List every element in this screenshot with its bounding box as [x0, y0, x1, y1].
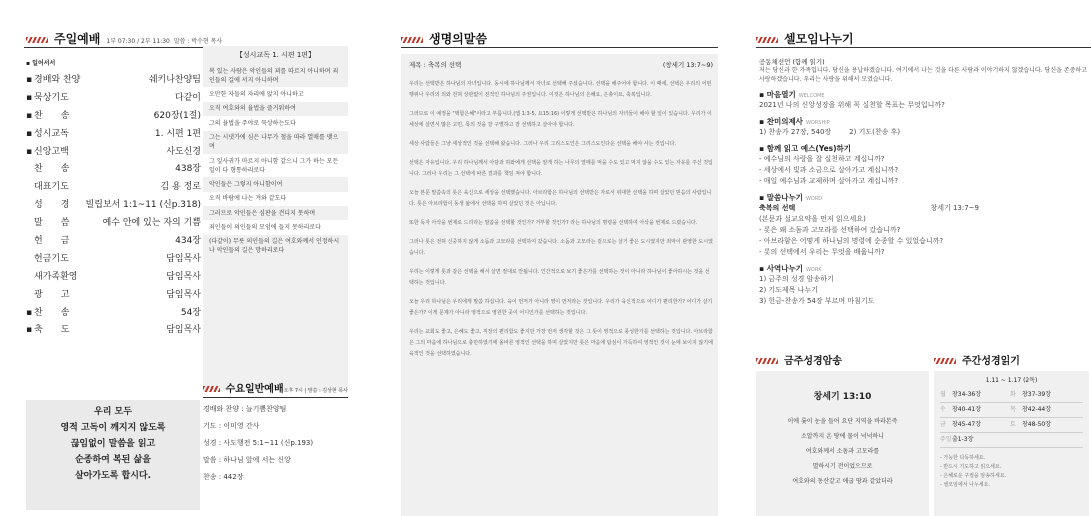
order-bullet: ▪	[26, 128, 33, 139]
verse-line: 여호와의 동산같고 애굽 땅과 같았더라	[792, 478, 893, 485]
order-label-text: 헌 금	[34, 236, 70, 247]
order-label-text: 찬 송	[34, 307, 70, 318]
reading-day: 목	[1010, 406, 1016, 413]
sermon-paragraph: 선택은 자유입니다. 우리 하나님께서 아담과 하와에게 선택을 알게 하는 나무의 열매를 먹을 수도 있고 먹지 않을 수도 있는 자유를 주신 것입니다. 그러나 우리는 그 선택에 따른 결과를 책임 져야 합니다.	[409, 160, 713, 177]
stripe-decoration	[934, 358, 956, 364]
stripe-decoration	[203, 386, 220, 392]
order-value: 620장(1절)	[153, 110, 201, 121]
reading-day: 월	[940, 391, 946, 398]
sermon-title-row	[401, 30, 487, 47]
order-bullet: ▪	[26, 110, 33, 121]
daily-box	[934, 371, 1089, 516]
title-rule	[756, 47, 1091, 48]
wednesday-rule	[203, 397, 348, 398]
reading-row	[940, 403, 1083, 418]
wednesday-worship	[203, 380, 348, 486]
stripe-decoration	[756, 37, 778, 43]
motto-box	[26, 400, 200, 510]
order-value: 1. 시편 1편	[154, 128, 201, 139]
verse-line: 멸하시기 전이었으므로	[812, 463, 873, 470]
title-rule	[401, 47, 718, 48]
open-heading: ▪ 마음열기 WELCOME	[759, 90, 825, 99]
order-label-text: 대표기도	[34, 182, 69, 193]
order-row	[26, 233, 201, 251]
order-label-text: 찬 송	[34, 164, 70, 175]
responsive-line: 오직 여호와의 율법을 즐거워하여	[209, 105, 296, 113]
cell-panel	[740, 0, 1091, 516]
order-value: 예수 안에 있는 자의 기쁨	[102, 218, 201, 229]
motto-line: 살아가도록 합시다.	[74, 471, 152, 481]
sermon-box	[401, 54, 718, 516]
order-row	[26, 287, 201, 305]
reading-text	[1022, 433, 1080, 447]
order-row	[26, 161, 201, 179]
word-heading: ▪ 말씀나누기 WORD	[759, 193, 823, 202]
work-heading: ▪ 사역나누기 WORK	[759, 264, 822, 273]
sermon-body	[401, 75, 718, 360]
order-row	[26, 215, 201, 233]
verse-line: 이에 롯이 눈을 들어 요단 지역을 바라본즉	[787, 418, 898, 425]
order-row	[26, 90, 201, 108]
order-label	[26, 72, 80, 90]
read-heading: ▪ 함께 읽고 예스(Yes)하기	[759, 144, 852, 153]
stripe-decoration	[756, 358, 778, 364]
order-value: 438장	[175, 164, 201, 175]
reading-note: - 은혜로운 구절을 암송하세요.	[940, 473, 1007, 479]
responsive-line: 복 있는 사람은 악인들의 꾀를 따르지 아니하며 죄인들의 길에 서지 아니하며	[209, 67, 339, 84]
order-value: 434장	[175, 236, 201, 247]
order-value: 담임목사	[166, 289, 201, 300]
order-label	[26, 144, 69, 162]
motto-line: 영적 고독이 깨지지 않도록	[60, 423, 166, 433]
reading-day: 주일	[940, 436, 952, 443]
order-bullet: ▪	[26, 325, 33, 336]
order-row	[26, 126, 201, 144]
wednesday-title: 수요일반예배	[225, 384, 284, 395]
order-row	[26, 269, 201, 287]
motto-line: 순종하여 복된 삶을	[75, 455, 151, 465]
order-value: 담임목사	[166, 325, 201, 336]
order-label	[26, 126, 69, 144]
order-value: 담임목사	[166, 253, 201, 264]
order-label	[26, 269, 77, 287]
reading-text: 창40-41장	[952, 406, 982, 413]
order-label	[26, 108, 69, 126]
sermon-paragraph: 우리는 이렇게 롯과 같은 선택을 해서 살면 절대로 안됩니다. 인간적으로 보기 좋은가를 선택하는 것이 아니라 하나님이 좋아하시는 것을 선택하는 것입니다.	[409, 269, 710, 286]
verse-ref: 창세기 13:10	[813, 392, 872, 402]
order-label-text: 경배와 찬양	[34, 75, 81, 85]
order-row	[26, 179, 201, 197]
order-caption: ▪ 일어서서	[26, 60, 56, 67]
cell-content	[759, 57, 1089, 307]
sermon-panel	[366, 0, 718, 516]
order-label-text: 헌금기도	[34, 253, 69, 264]
order-bullet: ▪	[26, 146, 33, 157]
sermon-paragraph: 그러므로 이 예정을 "택함은혜"이라고 부릅니다.(엡 1:3-5, 요15:16) 이렇게 선택받은 하나님의 자녀들이 해야 할 일이 있습니다. 우리가 이 세상에 살면서 많은 고민, 목의 것을 잘 구별하고 잘 선택하고 살아야 합니다.	[409, 111, 712, 128]
weekly-reading	[934, 352, 1089, 516]
praise-heading: ▪ 찬미의제사 WORSHIP	[759, 117, 830, 126]
order-label-text: 찬 송	[34, 110, 70, 121]
order-label	[26, 322, 69, 340]
sermon-paragraph: 오늘 우리 하나님은 우리에게 말씀 하십니다. 육이 먼저가 아니라 영이 먼저라는 것입니다. 우리가 육신적으로 어디가 편리한가? 어디가 살기 좋은가? 이게 문제가 아니라 영적으로 영원한 곳이 어디인가를 선택하는 것입니다.	[409, 299, 713, 316]
reading-day: 금	[940, 421, 946, 428]
reading-note: - 셀모임에서 나누세요.	[940, 482, 991, 488]
reading-text: 창34-36장	[952, 391, 982, 398]
order-label	[26, 197, 69, 215]
sermon-subtitle: 제목 : 축복의 선택	[409, 61, 462, 69]
worship-title-row	[26, 30, 222, 47]
cell-item: (본문과 설교요약을 먼저 읽으세요)	[759, 215, 866, 223]
order-label	[26, 233, 69, 251]
wednesday-line: 기도 : 이미영 간사	[203, 422, 260, 430]
cell-item: - 매일 예수님과 교제하며 살아가고 계십니까?	[759, 177, 899, 185]
wednesday-line: 경배와 찬양 : 늘기쁨찬양팀	[203, 405, 287, 413]
wednesday-line: 성경 : 사도행전 5:1~11 (신p.193)	[203, 439, 314, 447]
responsive-line: 그 잎사귀가 마르지 아니함 같으니 그가 하는 모든 일이 다 형통하리로다	[203, 154, 348, 177]
sermon-paragraph: 또한 독자 아삭을 번제로 드리라는 말씀을 선택할 것인가? 거부할 것인가? 라는 하나님의 명령을 선택하여 아삭을 번제로 드렸습니다.	[409, 220, 698, 226]
cell-item: - 롯은 왜 소돔과 고모라를 선택하여 갔습니까?	[759, 226, 901, 234]
order-row	[26, 72, 201, 90]
order-value: 쉐키나찬양팀	[148, 75, 201, 85]
reading-text: 창37-39장	[1022, 391, 1052, 398]
verse-box	[756, 371, 929, 516]
order-label	[26, 90, 69, 108]
sermon-paragraph: 우리는 교회도 좋고, 은혜도 좋고, 직장의 편리함도 좋지만 가장 먼저 생각할 것은 그 뜻이 영적으로 풍성한가를 선택하는 것입니다. 아브라함은 그의 마음에 하나님으로 충만하였기에 올바른 영적인 선택을 하며 살았지만 롯은 마음에 탐심이 가득하여 영적인 것이 눈에 보이지 않기에 육적인 것을 선택하였습니다.	[409, 329, 713, 357]
worship-times: 1부 07:30 / 2부 11:30	[106, 38, 170, 45]
reading-row	[940, 388, 1083, 403]
wednesday-line: 찬송 : 442장	[203, 473, 244, 481]
order-value: 다같이	[174, 92, 201, 103]
order-label-text: 말 씀	[34, 218, 70, 229]
sermon-head	[401, 54, 718, 75]
stripe-decoration	[26, 37, 48, 43]
sermon-paragraph: 세상 사람들은 그냥 세상적인 것을 선택해 왔습니다. 그러나 우리 그리스도인은 그리스도인다운 선택을 해야 사는 것입니다.	[409, 141, 676, 147]
responsive-line: 그는 시냇가에 심은 나무가 철을 따라 열매를 맺으며	[209, 134, 339, 151]
order-value: 빌립보서 1:1~11 (신p.318)	[85, 200, 201, 211]
reading-note: - 가능한 다독하세요.	[940, 455, 986, 461]
reading-text: 출1-3장	[952, 436, 974, 443]
verse-line: 소알까지 온 땅에 물이 넉넉하니	[801, 433, 884, 440]
sermon-paragraph: 우리는 선택받은 하나님의 자녀입니다. 동시에 하나님께서 자녀로 선택해 주셨습니다. 선택을 해주어야 합니다. 이 때에, 선택은 우리의 어떤 행위나 우리의 의와 전혀 상관없이 전적인 하나님의 주권입니다. 이것은 하나님의 은혜요, 은총이요, 축복입니다.	[409, 81, 712, 98]
cell-item: - 아브라함은 어떻게 하나님의 명령에 순종할 수 있었습니까?	[759, 237, 944, 245]
wednesday-time: 오후 7시 | 말씀 : 김상현 목사	[283, 388, 348, 394]
order-label-text: 묵상기도	[34, 92, 69, 103]
cell-item: 2) 기도제목 나누기	[759, 286, 818, 294]
responsive-line: (다같이) 무릇 의인들의 길은 여호와께서 인정하시나 악인들의 길은 망하리로다	[209, 238, 340, 255]
order-row	[26, 144, 201, 162]
cell-title-row	[756, 30, 854, 47]
worship-preacher: 말씀 : 박수현 목사	[173, 38, 223, 45]
cell-title: 셀모임나누기	[784, 32, 854, 46]
order-value: 사도신경	[166, 146, 201, 157]
order-value: 54장	[180, 307, 201, 318]
sermon-paragraph: 그러나 롯은 전혀 신중하지 않게 소돔과 고모라를 선택하여 갔습니다. 소돔과 고모라는 겉으로는 살기 좋은 도시였지만 죄악이 관영한 도시였습니다.	[409, 239, 713, 256]
order-row	[26, 322, 201, 340]
motto-line: 끊임없이 말씀을 읽고	[70, 439, 156, 449]
cell-item: - 세상에서 빛과 소금으로 살아가고 계십니까?	[759, 166, 899, 174]
order-label	[26, 161, 69, 179]
worship-title: 주일예배	[54, 32, 101, 46]
order-value: 김 용 정로	[160, 182, 201, 193]
order-row	[26, 251, 201, 269]
responsive-line: 그의 율법을 주야로 묵상하는도다	[203, 116, 348, 130]
cell-item: 1) 금주의 성경 암송하기	[759, 275, 834, 283]
responsive-line: 죄인들이 의인들의 모임에 들지 못하리로다	[203, 220, 348, 234]
open-question: 2021년 나의 신앙성장을 위해 꼭 실천할 목표는 무엇입니까?	[759, 101, 945, 109]
reading-text: 창45-47장	[952, 421, 982, 428]
sermon-paragraph: 오늘 본문 말씀속의 롯은 육신으로 세상을 선택했습니다. 아브라함은 하나님의 선택받은 자로서 위대한 선택을 하며 살았던 믿음의 사람입니다. 롯은 아브라함이 동생 삶에서 선택을 하며 살았던 것은 아닙니다.	[409, 190, 712, 207]
sermon-ref: (창세기 13:7~9)	[662, 61, 713, 69]
order-label	[26, 305, 69, 323]
order-row	[26, 197, 201, 215]
reading-text: 창42-44장	[1022, 406, 1052, 413]
order-label-text: 신앙고백	[34, 146, 69, 157]
worship-order	[26, 58, 201, 340]
order-row	[26, 305, 201, 323]
reading-day: 토	[1010, 421, 1016, 428]
cell-item: - 예수님의 사랑을 잘 실천하고 계십니까?	[759, 155, 885, 163]
cell-item: 3) 헌금-찬송가 54장 부르며 마침기도	[759, 297, 875, 305]
daily-title-row	[934, 352, 1089, 367]
motto-line: 우리 모두	[94, 407, 132, 417]
responsive-line: 그러므로 악인들은 심판을 견디지 못하며	[209, 209, 316, 217]
reading-note: - 반드시 기도하고 읽으세요.	[940, 464, 1002, 470]
cell-item: - 롯의 선택에서 우리는 무엇을 배웁니까?	[759, 248, 885, 256]
order-value: 담임목사	[166, 271, 201, 282]
word-title-line: 축복의 선택 창세기 13:7~9	[759, 204, 979, 212]
memory-verse	[756, 352, 929, 516]
reading-day: 수	[940, 406, 946, 413]
order-row	[26, 108, 201, 126]
intro-head: 공동체선언 (함께 읽기)	[759, 58, 825, 66]
order-bullet: ▪	[26, 75, 33, 85]
reading-row	[940, 418, 1083, 433]
order-bullet: ▪	[26, 92, 33, 103]
order-label-text: 새가족환영	[34, 271, 78, 282]
intro-text: 저는 당신과 한 가족입니다. 당신을 용납하겠습니다. 여기에서 나는 것을 다른 사람과 이야기하지 않겠습니다. 당신을 존중하고 사랑하겠습니다. 우리는 사랑을 위해서 모였습니다.	[759, 67, 1088, 83]
responsive-line: 악인들은 그렇지 아니함이여	[209, 180, 283, 188]
order-label-text: 광 고	[34, 289, 70, 300]
order-label	[26, 287, 69, 305]
daily-title: 주간성경읽기	[962, 356, 1020, 367]
order-bullet: ▪	[26, 307, 33, 318]
responsive-line: 오직 바람에 나는 겨와 같도다	[203, 192, 348, 206]
reading-row	[940, 433, 1083, 448]
responsive-title: 【성시교독 1. 시편 1편】	[235, 51, 316, 59]
praise-line: 1) 찬송가 27장, 540장 2) 기도(찬송 후)	[759, 128, 901, 136]
verse-title: 금주성경암송	[784, 356, 842, 367]
responsive-line: 오만한 자들의 자리에 앉지 아니하고	[203, 87, 348, 101]
responsive-reading	[203, 46, 348, 391]
sermon-title: 생명의말씀	[429, 32, 487, 46]
order-label	[26, 215, 69, 233]
reading-day	[1010, 433, 1022, 447]
reading-day: 화	[1010, 391, 1016, 398]
wednesday-title-row	[203, 380, 348, 395]
daily-range: 1.11 ~ 1.17 (2독)	[985, 377, 1038, 384]
order-label-text: 성시교독	[34, 128, 69, 139]
wednesday-line: 말씀 : 하나님 앞에 서는 신앙	[203, 456, 291, 464]
sunday-worship-panel	[0, 0, 358, 516]
order-label-text: 성 경	[34, 200, 70, 211]
verse-line: 여호와께서 소돔과 고모라를	[805, 448, 880, 455]
order-label	[26, 179, 69, 197]
verse-title-row	[756, 352, 929, 367]
order-label-text: 축 도	[34, 325, 70, 336]
reading-text: 창48-50장	[1022, 421, 1052, 428]
order-label	[26, 251, 69, 269]
stripe-decoration	[401, 37, 423, 43]
